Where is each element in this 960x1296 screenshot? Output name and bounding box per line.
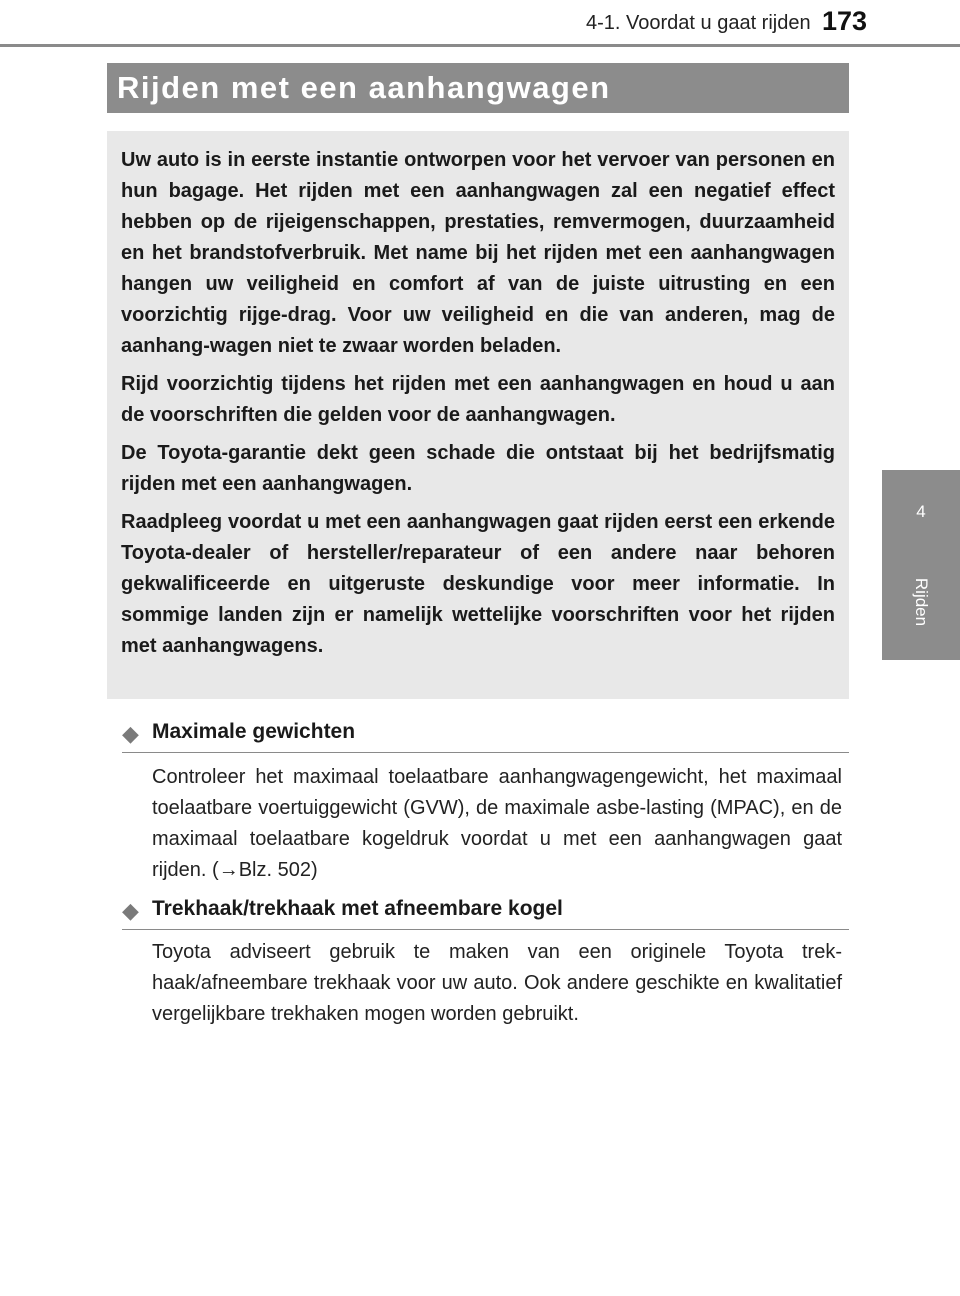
section-body-tow-hitch: Toyota adviseert gebruik te maken van een originele Toyota trek-haak/afneembare trekhaak voor uw auto. Ook andere geschikte en kwalitatief vergelijkbare trekhaken mogen worden gebruikt. <box>152 941 842 1025</box>
chapter-label: Rijden <box>912 577 931 627</box>
page-title-bar <box>107 63 849 113</box>
header-section-title: 4-1. Voordat u gaat rijden <box>586 12 811 34</box>
section-heading-max-weights <box>122 716 849 753</box>
intro-paragraph: Rijd voorzichtig tijdens het rijden met een aanhangwagen en houd u aan de voorschriften die gelden voor de aanhangwagen. <box>121 373 835 426</box>
intro-paragraph: De Toyota-garantie dekt geen schade die ontstaat bij het bedrijfsmatig rijden met een aanhangwagen. <box>121 442 835 495</box>
chapter-number: 4 <box>916 502 926 521</box>
intro-paragraph: Uw auto is in eerste instantie ontworpen voor het vervoer van personen en hun bagage. Het rijden met een aanhangwagen zal een negatief effect hebben op de rijeigenschappen, prestaties, remvermogen, duurzaamheid en het brandstofverbruik. Met name bij het rijden met een aanhangwagen hangen uw veiligheid en comfort af van de juiste uitrusting en een voorzichtig rijge-drag. Voor uw veiligheid en die van anderen, mag de aanhang-wagen niet te zwaar worden beladen. <box>121 149 835 357</box>
page-number: 173 <box>822 6 868 36</box>
diamond-icon: ◆ <box>122 721 139 746</box>
diamond-icon: ◆ <box>122 898 139 923</box>
intro-box <box>107 131 849 699</box>
section-heading-tow-hitch <box>122 893 849 930</box>
intro-paragraph: Raadpleeg voordat u met een aanhangwagen gaat rijden eerst een erkende Toyota-dealer of hersteller/reparateur of een andere naar behoren gekwalificeerde en uitgeruste deskundige voor meer informatie. In sommige landen zijn er namelijk wettelijke voorschriften voor het rijden met aanhangwagens. <box>121 511 835 657</box>
chapter-side-tab <box>882 470 960 660</box>
section-body-max-weights: Controleer het maximaal toelaatbare aanhangwagengewicht, het maximaal toelaatbare voertuiggewicht (GVW), de maximale asbe-lasting (MPAC), en de maximaal toelaatbare kogeldruk voordat u met een aanhangwagen gaat rijden. (→Blz. 502) <box>152 766 842 881</box>
header-divider <box>0 44 960 47</box>
section-heading-text: Trekhaak/trekhaak met afneembare kogel <box>152 897 563 920</box>
page-title: Rijden met een aanhangwagen <box>117 70 611 105</box>
section-heading-text: Maximale gewichten <box>152 720 356 743</box>
